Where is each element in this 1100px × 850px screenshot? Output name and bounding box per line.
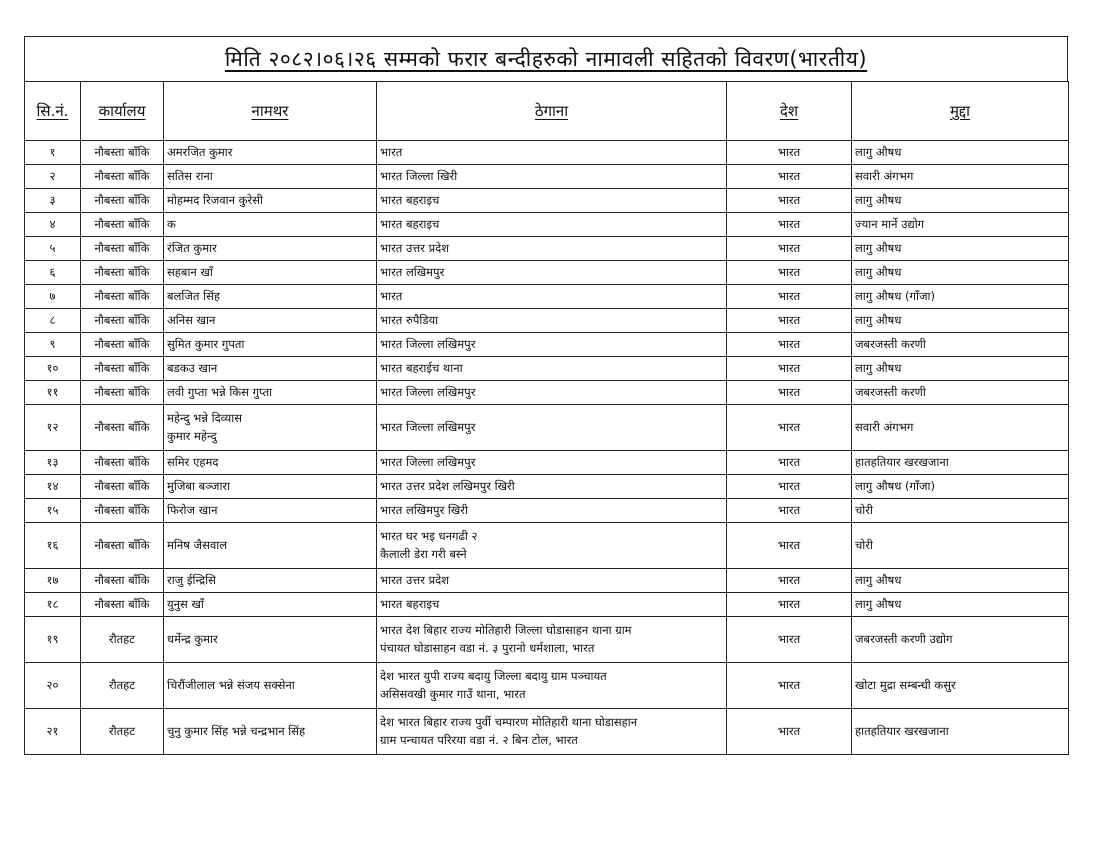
- cell-name-line: सहबान खाँ: [167, 264, 213, 279]
- cell-country: भारत: [727, 261, 852, 285]
- cell-case: लागु औषध (गाँजा): [852, 475, 1069, 499]
- cell-country: भारत: [727, 285, 852, 309]
- header-office: कार्यालय: [81, 82, 164, 141]
- cell-address-line: भारत: [380, 288, 403, 303]
- cell-sn: १३: [25, 451, 81, 475]
- cell-name: [164, 709, 377, 755]
- cell-sn: १: [25, 141, 81, 165]
- cell-case: चोरी: [852, 499, 1069, 523]
- cell-name-line: मनिष जैसवाल: [167, 537, 228, 552]
- cell-address-line: भारत उत्तर प्रदेश लखिमपुर खिरी: [380, 478, 515, 493]
- cell-name: [164, 165, 377, 189]
- cell-name-line: मुजिबा बञ्जारा: [167, 478, 231, 493]
- cell-name-line: रंजित कुमार: [167, 240, 217, 255]
- cell-case: लागु औषध: [852, 237, 1069, 261]
- cell-address: [377, 261, 727, 285]
- page-title: मिति २०८२।०६।२६ सम्मको फरार बन्दीहरुको नामावली सहितको विवरण(भारतीय): [224, 47, 868, 71]
- title-box: [24, 36, 1068, 81]
- cell-name: [164, 237, 377, 261]
- cell-address-line: भारत बहराइच: [380, 596, 440, 611]
- cell-name: [164, 569, 377, 593]
- cell-case: लागु औषध: [852, 309, 1069, 333]
- cell-sn: ६: [25, 261, 81, 285]
- cell-sn: २१: [25, 709, 81, 755]
- cell-address-line: भारत बहराइच: [380, 192, 440, 207]
- cell-name: [164, 381, 377, 405]
- cell-address: [377, 709, 727, 755]
- cell-case: जबरजस्ती करणी: [852, 333, 1069, 357]
- cell-name-line: बडकउ खान: [167, 360, 218, 375]
- cell-office: नौबस्ता बाँकि: [81, 333, 164, 357]
- table-row: [25, 165, 1069, 189]
- cell-address-line: भारत जिल्ला लखिमपुर: [380, 384, 476, 399]
- cell-office: नौबस्ता बाँकि: [81, 475, 164, 499]
- cell-name-line: लवी गुप्ता भन्ने किस गुप्ता: [167, 384, 273, 399]
- fugitive-table: [24, 81, 1069, 755]
- cell-name: [164, 451, 377, 475]
- cell-address: [377, 285, 727, 309]
- cell-name: [164, 405, 377, 451]
- document-sheet: [24, 36, 1068, 755]
- cell-sn: १०: [25, 357, 81, 381]
- cell-country: भारत: [727, 499, 852, 523]
- cell-address-line: ग्राम पन्चायत परिरया वडा नं. २ बिन टोल, भारत: [380, 732, 578, 747]
- cell-address-line: देश भारत युपी राज्य बदायु जिल्ला बदायु ग्राम पञ्चायत: [380, 669, 607, 684]
- cell-address-line: भारत लखिमपुर खिरी: [380, 502, 468, 517]
- table-row: [25, 593, 1069, 617]
- table-row: [25, 333, 1069, 357]
- table-row: [25, 405, 1069, 451]
- cell-address: [377, 617, 727, 663]
- table-row: [25, 285, 1069, 309]
- cell-name: [164, 285, 377, 309]
- cell-name: [164, 357, 377, 381]
- cell-name-line: मोहम्मद रिजवान कुरेसी: [167, 192, 263, 207]
- cell-name: [164, 189, 377, 213]
- header-case: मुद्दा: [852, 82, 1069, 141]
- cell-office: नौबस्ता बाँकि: [81, 523, 164, 569]
- table-row: [25, 309, 1069, 333]
- cell-sn: १८: [25, 593, 81, 617]
- table-row: [25, 189, 1069, 213]
- cell-name: [164, 617, 377, 663]
- cell-address-line: भारत जिल्ला लखिमपुर: [380, 419, 476, 434]
- cell-case: ज्यान मार्ने उद्योग: [852, 213, 1069, 237]
- cell-sn: ७: [25, 285, 81, 309]
- cell-address-line: भारत जिल्ला लखिमपुर: [380, 336, 476, 351]
- cell-country: भारत: [727, 569, 852, 593]
- cell-name: [164, 499, 377, 523]
- cell-address: [377, 333, 727, 357]
- table-row: [25, 261, 1069, 285]
- cell-address-line: भारत जिल्ला खिरी: [380, 168, 458, 183]
- cell-sn: १५: [25, 499, 81, 523]
- cell-address-line: भारत उत्तर प्रदेश: [380, 240, 450, 255]
- cell-case: सवारी अंगभग: [852, 165, 1069, 189]
- cell-sn: ११: [25, 381, 81, 405]
- cell-office: रौतहट: [81, 617, 164, 663]
- header-country: देश: [727, 82, 852, 141]
- cell-case: लागु औषध: [852, 593, 1069, 617]
- cell-name: [164, 333, 377, 357]
- cell-sn: २: [25, 165, 81, 189]
- cell-country: भारत: [727, 475, 852, 499]
- table-row: [25, 213, 1069, 237]
- cell-address-line: भारत बहराइच: [380, 216, 440, 231]
- cell-address-line: भारत जिल्ला लखिमपुर: [380, 454, 476, 469]
- cell-office: नौबस्ता बाँकि: [81, 569, 164, 593]
- table-row: [25, 237, 1069, 261]
- cell-case: जबरजस्ती करणी: [852, 381, 1069, 405]
- table-row: [25, 617, 1069, 663]
- cell-sn: १९: [25, 617, 81, 663]
- cell-sn: ४: [25, 213, 81, 237]
- cell-address: [377, 357, 727, 381]
- cell-address: [377, 523, 727, 569]
- table-row: [25, 569, 1069, 593]
- cell-name: [164, 141, 377, 165]
- cell-name-line: सुमित कुमार गुपता: [167, 336, 245, 351]
- cell-address: [377, 499, 727, 523]
- header-address: ठेगाना: [377, 82, 727, 141]
- cell-office: नौबस्ता बाँकि: [81, 499, 164, 523]
- cell-sn: १६: [25, 523, 81, 569]
- cell-name-line: चुनु कुमार सिंह भन्ने चन्द्रभान सिंह: [167, 723, 306, 738]
- cell-address: [377, 475, 727, 499]
- cell-case: खोटा मुद्रा सम्बन्धी कसुर: [852, 663, 1069, 709]
- cell-office: नौबस्ता बाँकि: [81, 165, 164, 189]
- cell-sn: १७: [25, 569, 81, 593]
- cell-address: [377, 451, 727, 475]
- cell-office: नौबस्ता बाँकि: [81, 405, 164, 451]
- table-row: [25, 381, 1069, 405]
- table-row: [25, 523, 1069, 569]
- cell-name-line: फिरोज खान: [167, 502, 218, 517]
- cell-office: नौबस्ता बाँकि: [81, 261, 164, 285]
- cell-name: [164, 663, 377, 709]
- cell-case: लागु औषध: [852, 357, 1069, 381]
- table-row: [25, 357, 1069, 381]
- cell-country: भारत: [727, 451, 852, 475]
- cell-address: [377, 405, 727, 451]
- cell-address-line: कैलाली डेरा गरी बस्ने: [380, 546, 467, 561]
- cell-name-line: सतिस राना: [167, 168, 213, 183]
- cell-address: [377, 381, 727, 405]
- cell-sn: ५: [25, 237, 81, 261]
- table-row: [25, 451, 1069, 475]
- cell-sn: ८: [25, 309, 81, 333]
- table-body: [25, 141, 1069, 755]
- cell-address-line: पंचायत घोडासाहन वडा नं. ३ पुरानो धर्मशाला, भारत: [380, 640, 595, 655]
- cell-name-line: राजु ईन्द्रिसि: [167, 572, 216, 587]
- cell-address: [377, 141, 727, 165]
- cell-office: रौतहट: [81, 709, 164, 755]
- cell-office: नौबस्ता बाँकि: [81, 141, 164, 165]
- header-row: [25, 82, 1069, 141]
- cell-case: लागु औषध: [852, 141, 1069, 165]
- cell-country: भारत: [727, 189, 852, 213]
- cell-name: [164, 309, 377, 333]
- cell-case: सवारी अंगभग: [852, 405, 1069, 451]
- cell-address-line: भारत: [380, 144, 403, 159]
- cell-address-line: भारत लखिमपुर: [380, 264, 445, 279]
- cell-office: नौबस्ता बाँकि: [81, 309, 164, 333]
- cell-country: भारत: [727, 709, 852, 755]
- table-row: [25, 709, 1069, 755]
- cell-address: [377, 309, 727, 333]
- cell-sn: ९: [25, 333, 81, 357]
- cell-address: [377, 189, 727, 213]
- cell-country: भारत: [727, 617, 852, 663]
- cell-address-line: भारत रुपैडिया: [380, 312, 439, 327]
- cell-office: नौबस्ता बाँकि: [81, 189, 164, 213]
- cell-name-line: अनिस खान: [167, 312, 216, 327]
- cell-case: लागु औषध (गाँजा): [852, 285, 1069, 309]
- cell-name-line: क: [167, 216, 176, 231]
- table-row: [25, 663, 1069, 709]
- cell-country: भारत: [727, 523, 852, 569]
- cell-address-line: भारत घर भइ धनगढी २: [380, 529, 478, 544]
- cell-case: लागु औषध: [852, 261, 1069, 285]
- cell-country: भारत: [727, 381, 852, 405]
- cell-country: भारत: [727, 333, 852, 357]
- cell-office: नौबस्ता बाँकि: [81, 285, 164, 309]
- cell-name-line: युनुस खाँ: [167, 596, 204, 611]
- cell-country: भारत: [727, 141, 852, 165]
- cell-country: भारत: [727, 165, 852, 189]
- table-row: [25, 475, 1069, 499]
- cell-address: [377, 213, 727, 237]
- cell-country: भारत: [727, 593, 852, 617]
- cell-name-line: समिर एहमद: [167, 454, 219, 469]
- cell-country: भारत: [727, 405, 852, 451]
- cell-name-line: कुमार महेन्दु: [167, 428, 217, 443]
- cell-country: भारत: [727, 357, 852, 381]
- cell-name-line: अमरजित कुमार: [167, 144, 233, 159]
- cell-case: चोरी: [852, 523, 1069, 569]
- cell-address: [377, 593, 727, 617]
- cell-case: हातहतियार खरखजाना: [852, 709, 1069, 755]
- cell-case: लागु औषध: [852, 569, 1069, 593]
- cell-name-line: धर्मेन्द्र कुमार: [167, 631, 218, 646]
- cell-address-line: असिसवखी कुमार गाउँ थाना, भारत: [380, 686, 526, 701]
- cell-office: नौबस्ता बाँकि: [81, 237, 164, 261]
- cell-case: लागु औषध: [852, 189, 1069, 213]
- table-row: [25, 141, 1069, 165]
- cell-office: रौतहट: [81, 663, 164, 709]
- cell-name-line: चिरौंजीलाल भन्ने संजय सक्सेना: [167, 677, 295, 692]
- cell-office: नौबस्ता बाँकि: [81, 381, 164, 405]
- cell-address: [377, 165, 727, 189]
- cell-name: [164, 261, 377, 285]
- cell-sn: १४: [25, 475, 81, 499]
- cell-case: हातहतियार खरखजाना: [852, 451, 1069, 475]
- cell-address-line: देश भारत बिहार राज्य पुर्वी चम्पारण मोतिहारी थाना घोडासहान: [380, 715, 638, 730]
- cell-office: नौबस्ता बाँकि: [81, 357, 164, 381]
- cell-country: भारत: [727, 663, 852, 709]
- cell-address-line: भारत उत्तर प्रदेश: [380, 572, 450, 587]
- cell-address-line: भारत देश बिहार राज्य मोतिहारी जिल्ला घोडासाहन थाना ग्राम: [380, 623, 632, 638]
- cell-address: [377, 663, 727, 709]
- header-name: नामथर: [164, 82, 377, 141]
- cell-country: भारत: [727, 309, 852, 333]
- cell-name: [164, 523, 377, 569]
- cell-office: नौबस्ता बाँकि: [81, 451, 164, 475]
- cell-office: नौबस्ता बाँकि: [81, 213, 164, 237]
- cell-case: जबरजस्ती करणी उद्योग: [852, 617, 1069, 663]
- cell-sn: २०: [25, 663, 81, 709]
- cell-address: [377, 569, 727, 593]
- cell-name-line: महेन्दु भन्ने दिव्यास: [167, 411, 243, 426]
- cell-country: भारत: [727, 237, 852, 261]
- cell-country: भारत: [727, 213, 852, 237]
- cell-name: [164, 213, 377, 237]
- cell-sn: ३: [25, 189, 81, 213]
- cell-office: नौबस्ता बाँकि: [81, 593, 164, 617]
- cell-name: [164, 593, 377, 617]
- cell-sn: १२: [25, 405, 81, 451]
- cell-name: [164, 475, 377, 499]
- header-sn: सि.नं.: [25, 82, 81, 141]
- cell-address: [377, 237, 727, 261]
- table-row: [25, 499, 1069, 523]
- cell-name-line: बलजित सिंह: [167, 288, 220, 303]
- cell-address-line: भारत बहराईच थाना: [380, 360, 463, 375]
